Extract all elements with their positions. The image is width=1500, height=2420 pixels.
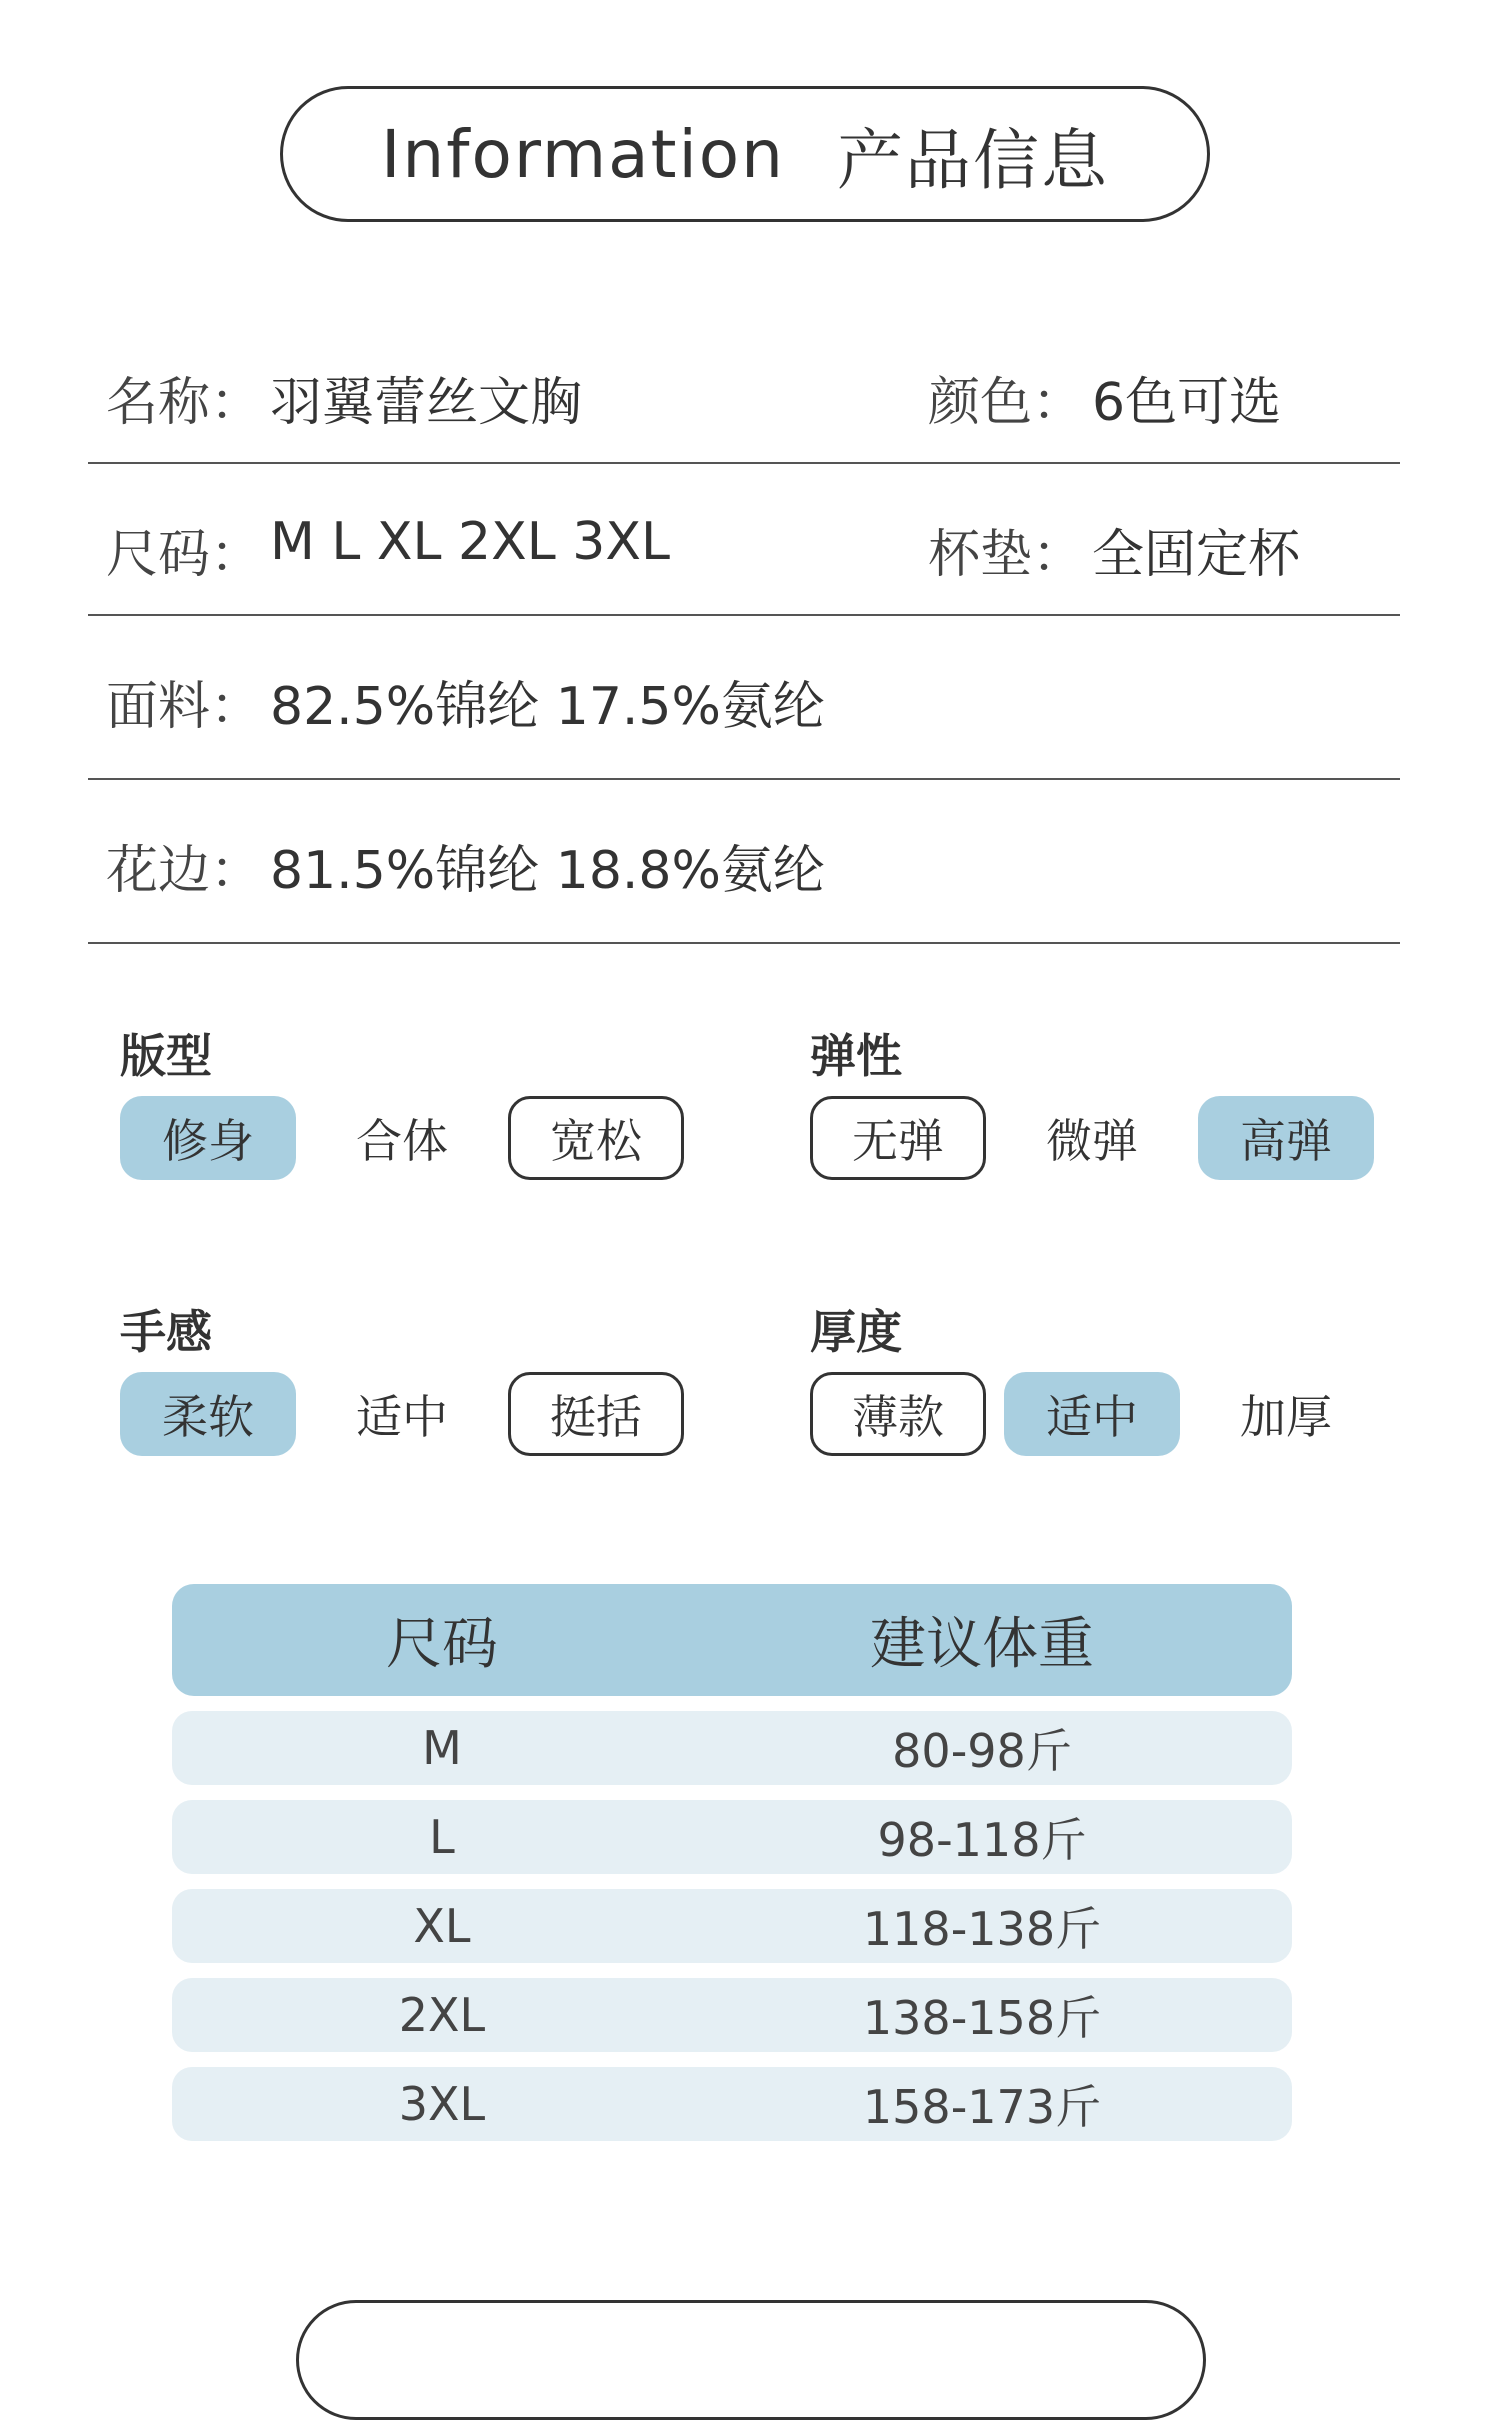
chip-option-selected: 柔软 [120,1372,296,1456]
field-label: 花边： [106,841,263,901]
attr-title: 弹性 [810,1029,902,1083]
attr-title: 厚度 [810,1305,902,1359]
chip-option: 适中 [356,1390,448,1444]
title-english: Information [380,115,786,193]
chip-option-outlined: 薄款 [810,1372,986,1456]
field-label: 杯垫： [928,525,1085,585]
attr-group-fit [120,1020,720,1220]
chip-row [120,1372,684,1456]
field-label: 面料： [106,677,263,737]
cell-weight: 80-98斤 [892,1724,1072,1778]
field-value: 82.5%锦纶 17.5%氨纶 [270,677,825,737]
field-size [106,512,670,587]
field-value: M L XL 2XL 3XL [270,512,670,572]
field-label: 颜色： [928,373,1085,433]
cell-size: XL [413,1899,471,1953]
field-color [928,360,1281,435]
cell-size: 3XL [398,2077,486,2131]
chip-option-selected: 适中 [1004,1372,1180,1456]
info-row-size-cup [88,464,1400,616]
chip-option-selected: 修身 [120,1096,296,1180]
size-weight-table [172,1584,1292,2141]
table-row [172,1978,1292,2052]
info-row-lace [88,780,1400,944]
attr-group-thickness [810,1296,1410,1496]
field-fabric [106,664,825,739]
chip-row [120,1096,684,1180]
cell-weight: 118-138斤 [862,1902,1102,1956]
field-cup [928,512,1300,587]
chip-row [810,1372,1374,1456]
title-chinese: 产品信息 [837,121,1110,199]
table-row [172,1711,1292,1785]
cell-size: L [429,1810,455,1864]
field-label: 名称： [106,373,263,433]
field-value: 6色可选 [1092,373,1282,433]
field-name [106,360,582,435]
chip-option: 合体 [356,1114,448,1168]
cell-size: M [422,1721,462,1775]
chip-option: 加厚 [1240,1390,1332,1444]
chip-option-outlined: 挺括 [508,1372,684,1456]
info-row-name-color [88,312,1400,464]
field-label: 尺码： [106,525,263,585]
header-size: 尺码 [386,1612,498,1677]
field-value: 全固定杯 [1092,525,1301,585]
header-weight: 建议体重 [870,1612,1094,1677]
attr-group-feel [120,1296,720,1496]
table-row [172,1889,1292,1963]
next-section-pill [296,2300,1206,2420]
attr-group-elasticity [810,1020,1410,1220]
cell-weight: 158-173斤 [862,2080,1102,2134]
chip-option-selected: 高弹 [1198,1096,1374,1180]
info-row-fabric [88,616,1400,780]
chip-row [810,1096,1374,1180]
product-info-list [88,312,1400,944]
cell-size: 2XL [398,1988,486,2042]
info-title-pill [280,86,1210,222]
attr-title: 手感 [120,1305,212,1359]
chip-option-outlined: 宽松 [508,1096,684,1180]
cell-weight: 98-118斤 [877,1813,1087,1867]
field-lace [106,828,825,903]
field-value: 81.5%锦纶 18.8%氨纶 [270,841,825,901]
table-header [172,1584,1292,1696]
field-value: 羽翼蕾丝文胸 [270,373,583,433]
cell-weight: 138-158斤 [862,1991,1102,2045]
chip-option-outlined: 无弹 [810,1096,986,1180]
chip-option: 微弹 [1046,1114,1138,1168]
attr-title: 版型 [120,1029,212,1083]
table-row [172,1800,1292,1874]
table-row [172,2067,1292,2141]
